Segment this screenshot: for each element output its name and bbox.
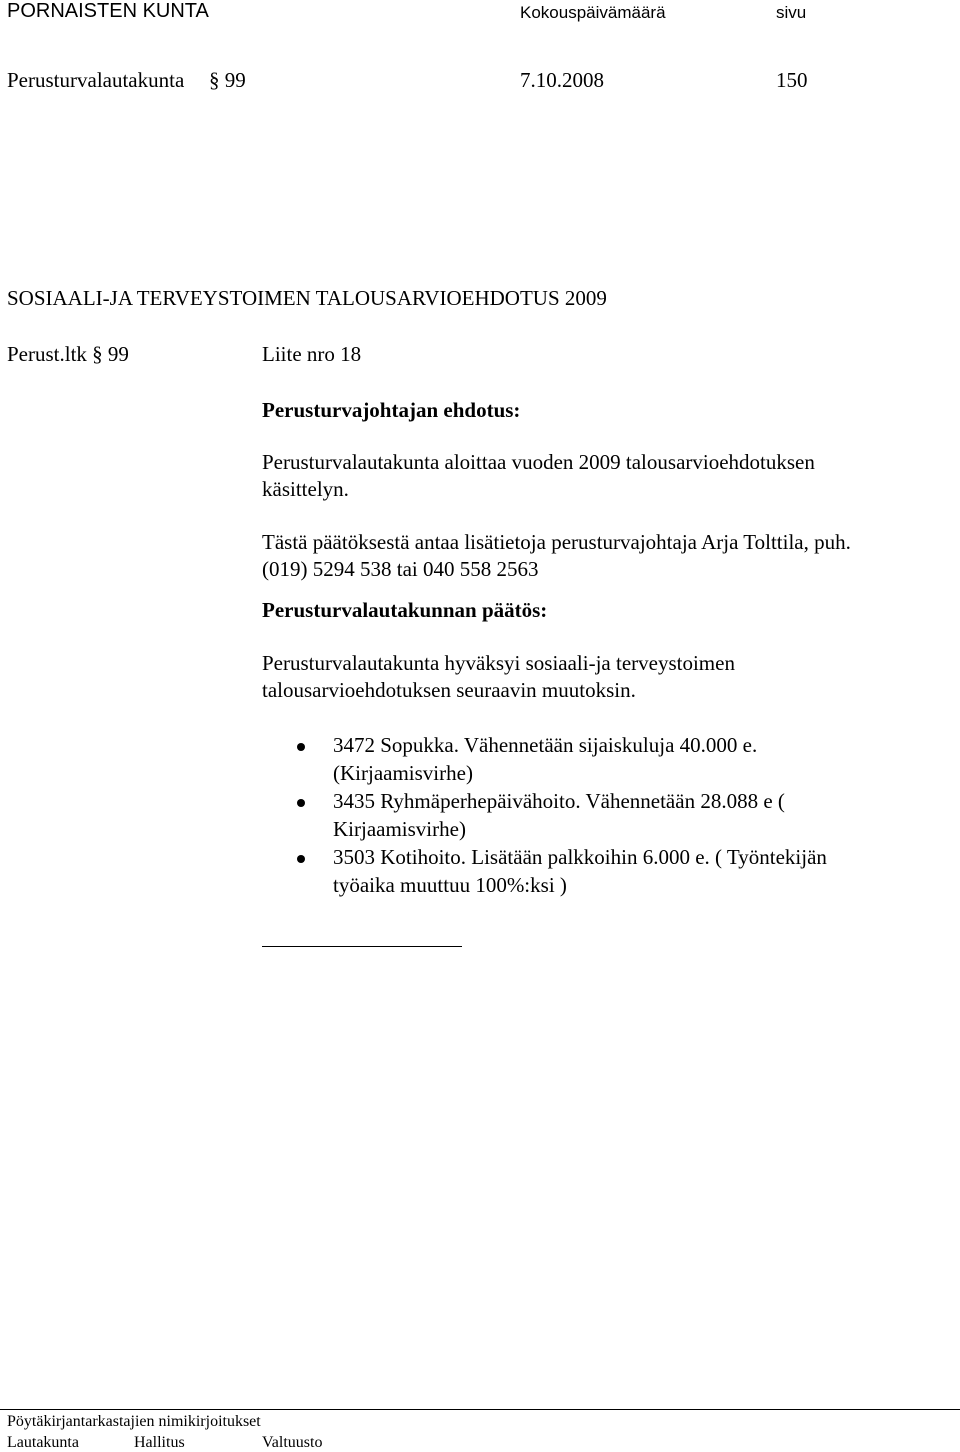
reference-prefix-text: Perust.ltk xyxy=(7,342,87,366)
bullet-icon xyxy=(297,799,305,807)
proposal-heading: Perusturvajohtajan ehdotus: xyxy=(262,398,521,422)
municipality-name: PORNAISTEN KUNTA xyxy=(7,0,209,22)
page-label: sivu xyxy=(776,3,807,22)
attachment-number: Liite nro 18 xyxy=(262,342,362,366)
list-item-2-line-1: 3435 Ryhmäperhepäivähoito. Vähennetään 28.088 e ( xyxy=(333,789,785,813)
footer-column-lautakunta: Lautakunta xyxy=(7,1434,79,1451)
proposal-line-1: Perusturvalautakunta aloittaa vuoden 2009 talousarvioehdotuksen xyxy=(262,450,815,474)
section-sign: § xyxy=(209,68,220,92)
section-number xyxy=(209,68,246,93)
body-name: Perusturvalautakunta xyxy=(7,68,185,92)
list-item-1-line-2: (Kirjaamisvirhe) xyxy=(333,761,473,785)
reference-prefix xyxy=(7,342,129,367)
proposal-line-2: käsittelyn. xyxy=(262,477,349,501)
list-item-2-line-2: Kirjaamisvirhe) xyxy=(333,817,466,841)
reference-section-sign: § xyxy=(92,342,103,366)
list-item-3-line-1: 3503 Kotihoito. Lisätään palkkoihin 6.000 e. ( Työntekijän xyxy=(333,845,827,869)
reference-section-number: 99 xyxy=(107,342,129,366)
decision-line-1: Perusturvalautakunta hyväksyi sosiaali-ja terveystoimen xyxy=(262,651,735,675)
footer-column-valtuusto: Valtuusto xyxy=(262,1434,323,1451)
bullet-icon xyxy=(297,855,305,863)
footer-column-hallitus: Hallitus xyxy=(134,1434,185,1451)
meeting-date-label: Kokouspäivämäärä xyxy=(520,3,666,22)
bullet-icon xyxy=(297,743,305,751)
decision-heading: Perusturvalautakunnan päätös: xyxy=(262,598,548,622)
list-item-1-line-1: 3472 Sopukka. Vähennetään sijaiskuluja 40.000 e. xyxy=(333,733,758,757)
document-title: SOSIAALI-JA TERVEYSTOIMEN TALOUSARVIOEHDOTUS 2009 xyxy=(7,286,607,310)
list-item-3-line-2: työaika muuttuu 100%:ksi ) xyxy=(333,873,567,897)
meeting-date: 7.10.2008 xyxy=(520,68,604,92)
page-number: 150 xyxy=(776,68,808,92)
info-line-2: (019) 5294 538 tai 040 558 2563 xyxy=(262,557,539,581)
decision-line-2: talousarvioehdotuksen seuraavin muutoksin. xyxy=(262,678,636,702)
section-number-value: 99 xyxy=(224,68,246,92)
info-line-1: Tästä päätöksestä antaa lisätietoja perusturvajohtaja Arja Tolttila, puh. xyxy=(262,530,851,554)
signatures-label: Pöytäkirjantarkastajien nimikirjoitukset xyxy=(7,1413,261,1430)
footer-divider xyxy=(0,1409,960,1410)
signature-line xyxy=(262,946,462,947)
